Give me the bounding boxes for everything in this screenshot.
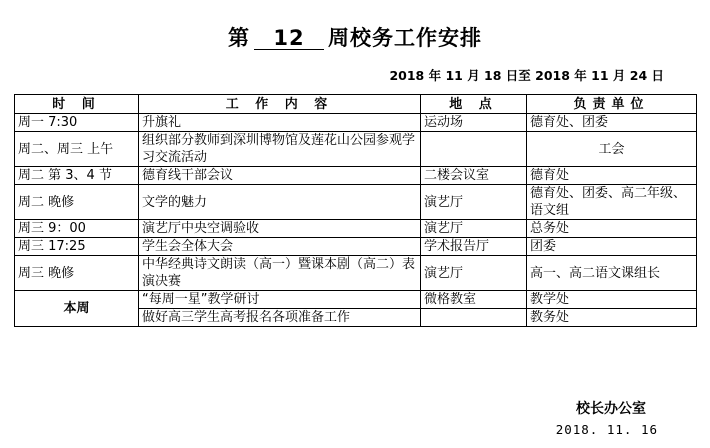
issue-date: 2018. 11. 16 <box>555 422 658 437</box>
table-row <box>15 185 697 220</box>
cell-place: 演艺厅 <box>421 220 527 238</box>
cell-unit: 德育处、团委、高二年级、语文组 <box>527 185 697 220</box>
cell-unit: 德育处 <box>527 167 697 185</box>
cell-place: 微格教室 <box>421 291 527 309</box>
cell-content: 文学的魅力 <box>139 185 421 220</box>
cell-content: “每周一星”教学研讨 <box>139 291 421 309</box>
cell-place <box>421 309 527 327</box>
cell-unit: 高一、高二语文课组长 <box>527 256 697 291</box>
title-prefix: 第 <box>228 26 250 50</box>
cell-place <box>421 132 527 167</box>
cell-unit: 德育处、团委 <box>527 114 697 132</box>
date-range: 2018 年 11 月 18 日至 2018 年 11 月 24 日 <box>389 68 664 83</box>
cell-time: 周三 9：00 <box>15 220 139 238</box>
cell-content: 演艺厅中央空调验收 <box>139 220 421 238</box>
cell-place: 学术报告厅 <box>421 238 527 256</box>
cell-content: 中华经典诗文朗读（高一）暨课本剧（高二）表演决赛 <box>139 256 421 291</box>
table-row <box>15 256 697 291</box>
table-row <box>15 291 697 309</box>
cell-place: 演艺厅 <box>421 256 527 291</box>
table-row <box>15 238 697 256</box>
table-row <box>15 167 697 185</box>
title-suffix: 周校务工作安排 <box>328 26 482 50</box>
cell-place: 演艺厅 <box>421 185 527 220</box>
cell-content: 组织部分教师到深圳博物馆及莲花山公园参观学习交流活动 <box>139 132 421 167</box>
cell-content: 德育线干部会议 <box>139 167 421 185</box>
cell-unit: 教务处 <box>527 309 697 327</box>
cell-unit: 总务处 <box>527 220 697 238</box>
table-row <box>15 114 697 132</box>
cell-time: 周二 晚修 <box>15 185 139 220</box>
page-title <box>0 22 710 52</box>
cell-place: 运动场 <box>421 114 527 132</box>
cell-time: 周三 17:25 <box>15 238 139 256</box>
header-unit: 负责单位 <box>527 95 697 114</box>
schedule-table <box>14 94 697 327</box>
cell-content: 升旗礼 <box>139 114 421 132</box>
header-place: 地 点 <box>421 95 527 114</box>
week-number: 12 <box>254 27 324 50</box>
table-row <box>15 132 697 167</box>
table-header-row <box>15 95 697 114</box>
header-content: 工 作 内 容 <box>139 95 421 114</box>
cell-content: 学生会全体大会 <box>139 238 421 256</box>
table-row <box>15 220 697 238</box>
cell-unit: 教学处 <box>527 291 697 309</box>
cell-unit: 团委 <box>527 238 697 256</box>
cell-place: 二楼会议室 <box>421 167 527 185</box>
header-time: 时 间 <box>15 95 139 114</box>
issuing-office: 校长办公室 <box>576 401 646 417</box>
cell-time: 周二、周三 上午 <box>15 132 139 167</box>
cell-time: 周三 晚修 <box>15 256 139 291</box>
cell-week-label: 本周 <box>15 291 139 327</box>
cell-unit: 工会 <box>527 132 697 167</box>
cell-time: 周二 第 3、4 节 <box>15 167 139 185</box>
cell-time: 周一 7:30 <box>15 114 139 132</box>
cell-content: 做好高三学生高考报名各项准备工作 <box>139 309 421 327</box>
